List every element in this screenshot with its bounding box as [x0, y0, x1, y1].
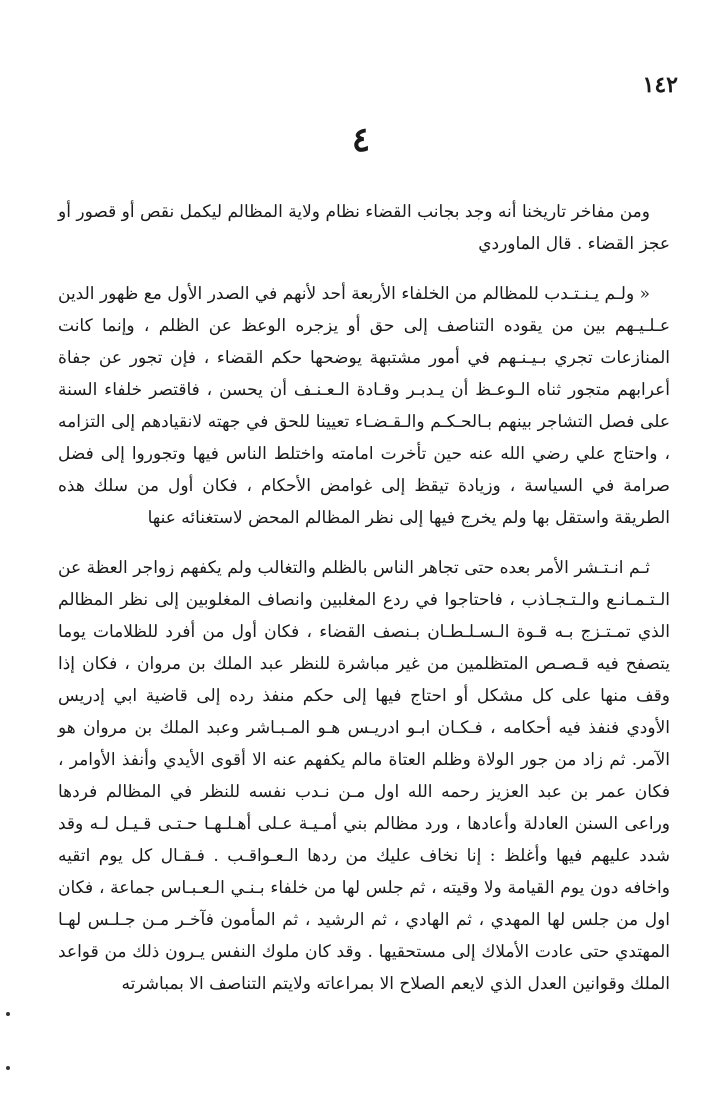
margin-speck	[6, 1066, 10, 1070]
margin-speck	[6, 1012, 10, 1016]
chapter-number: ٤	[351, 120, 371, 160]
body-text	[58, 196, 670, 1018]
page-number: ١٤٢	[642, 72, 678, 98]
paragraph-intro: ومن مفاخر تاريخنا أنه وجد بجانب القضاء نظام ولاية المظالم ليكمل نقص أو قصور أو عجز القضاء . قال الماوردي	[58, 202, 670, 254]
paragraph-quote: « ولـم يـنـتـدب للمظالم من الخلفاء الأربعة أحد لأنهم في الصدر الأول مع ظهور الدين عـلـيـهم بين من يقوده التناصف إلى حق أو يزجره الوعظ عن الظلم ، وإنما كانت المنازعات تجري بـيـنـهم في أمور مشتبهة يوضحها حكم القضاء ، فإن تجور عن جفاة أعرابهم متجور ثناه الـوعـظ أن يـدبـر وقـادة الـعـنـف أن يحسن ، فاقتصر خلفاء السنة على فصل التشاجر بينهم بـالحـكـم والـقـضـاء تعيينا للحق في جهته لانقيادهم إلى التزامه ، واحتاج علي رضي الله عنه حين تأخرت امامته واختلط الناس فيها وتجوروا إلى فضل صرامة في السياسة ، وزيادة تيقظ إلى غوامض الأحكام ، فكان أول من سلك هذه الطريقة واستقل بها ولم يخرج فيها إلى نظر المظالم المحض لاستغنائه عنها	[58, 284, 670, 528]
paragraph-history: ثـم انـتـشر الأمر بعده حتى تجاهر الناس بالظلم والتغالب ولم يكفهم زواجر العظة عن الـتـمـانـع والـتـجـاذب ، فاحتاجوا في ردع المغلبين وانصاف المغلوبين إلى نظر المظالم الذي تمـتـزج بـه قـوة الـسـلـطـان بـنصف القضاء ، فكان أول من أفرد للظلامات يوما يتصفح فيه قـصـص المتظلمين من غير مباشرة للنظر عبد الملك بن مروان ، فكان إذا وقف منها على كل مشكل أو احتاج فيها إلى حكم منفذ رده إلى قاضية ابي إدريس الأودي فنفذ فيه أحكامه ، فـكـان ابـو ادريـس هـو المـبـاشر وعبد الملك بن مروان هو الآمر. ثم زاد من جور الولاة وظلم العتاة مالم يكفهم عنه الا أقوى الأيدي وأنفذ الأوامر ، فكان عمر بن عبد العزيز رحمه الله اول مـن نـدب نفسه للنظر في المظالم فردها وراعى السنن العادلة وأعادها ، ورد مظالم بني أمـيـة عـلى أهـلـهـا حـتـى قـيـل لـه وقد شدد عليهم فيها وأغلظ : إنا نخاف عليك من ردها الـعـواقـب . فـقـال كل يوم اتقيه واخافه دون يوم القيامة ولا وقيته ، ثم جلس لها من خلفاء بـنـي الـعـبـاس جماعة ، فكان اول من جلس لها المهدي ، ثم الهادي ، ثم الرشيد ، ثم المأمون فآخـر مـن جـلـس لهـا المهتدي حتى عادت الأملاك إلى مستحقيها . وقد كان ملوك النفس يـرون ذلك من قواعد الملك وقوانين العدل الذي لايعم الصلاح الا بمراعاته ولايتم التناصف الا بمباشرته	[58, 558, 670, 994]
